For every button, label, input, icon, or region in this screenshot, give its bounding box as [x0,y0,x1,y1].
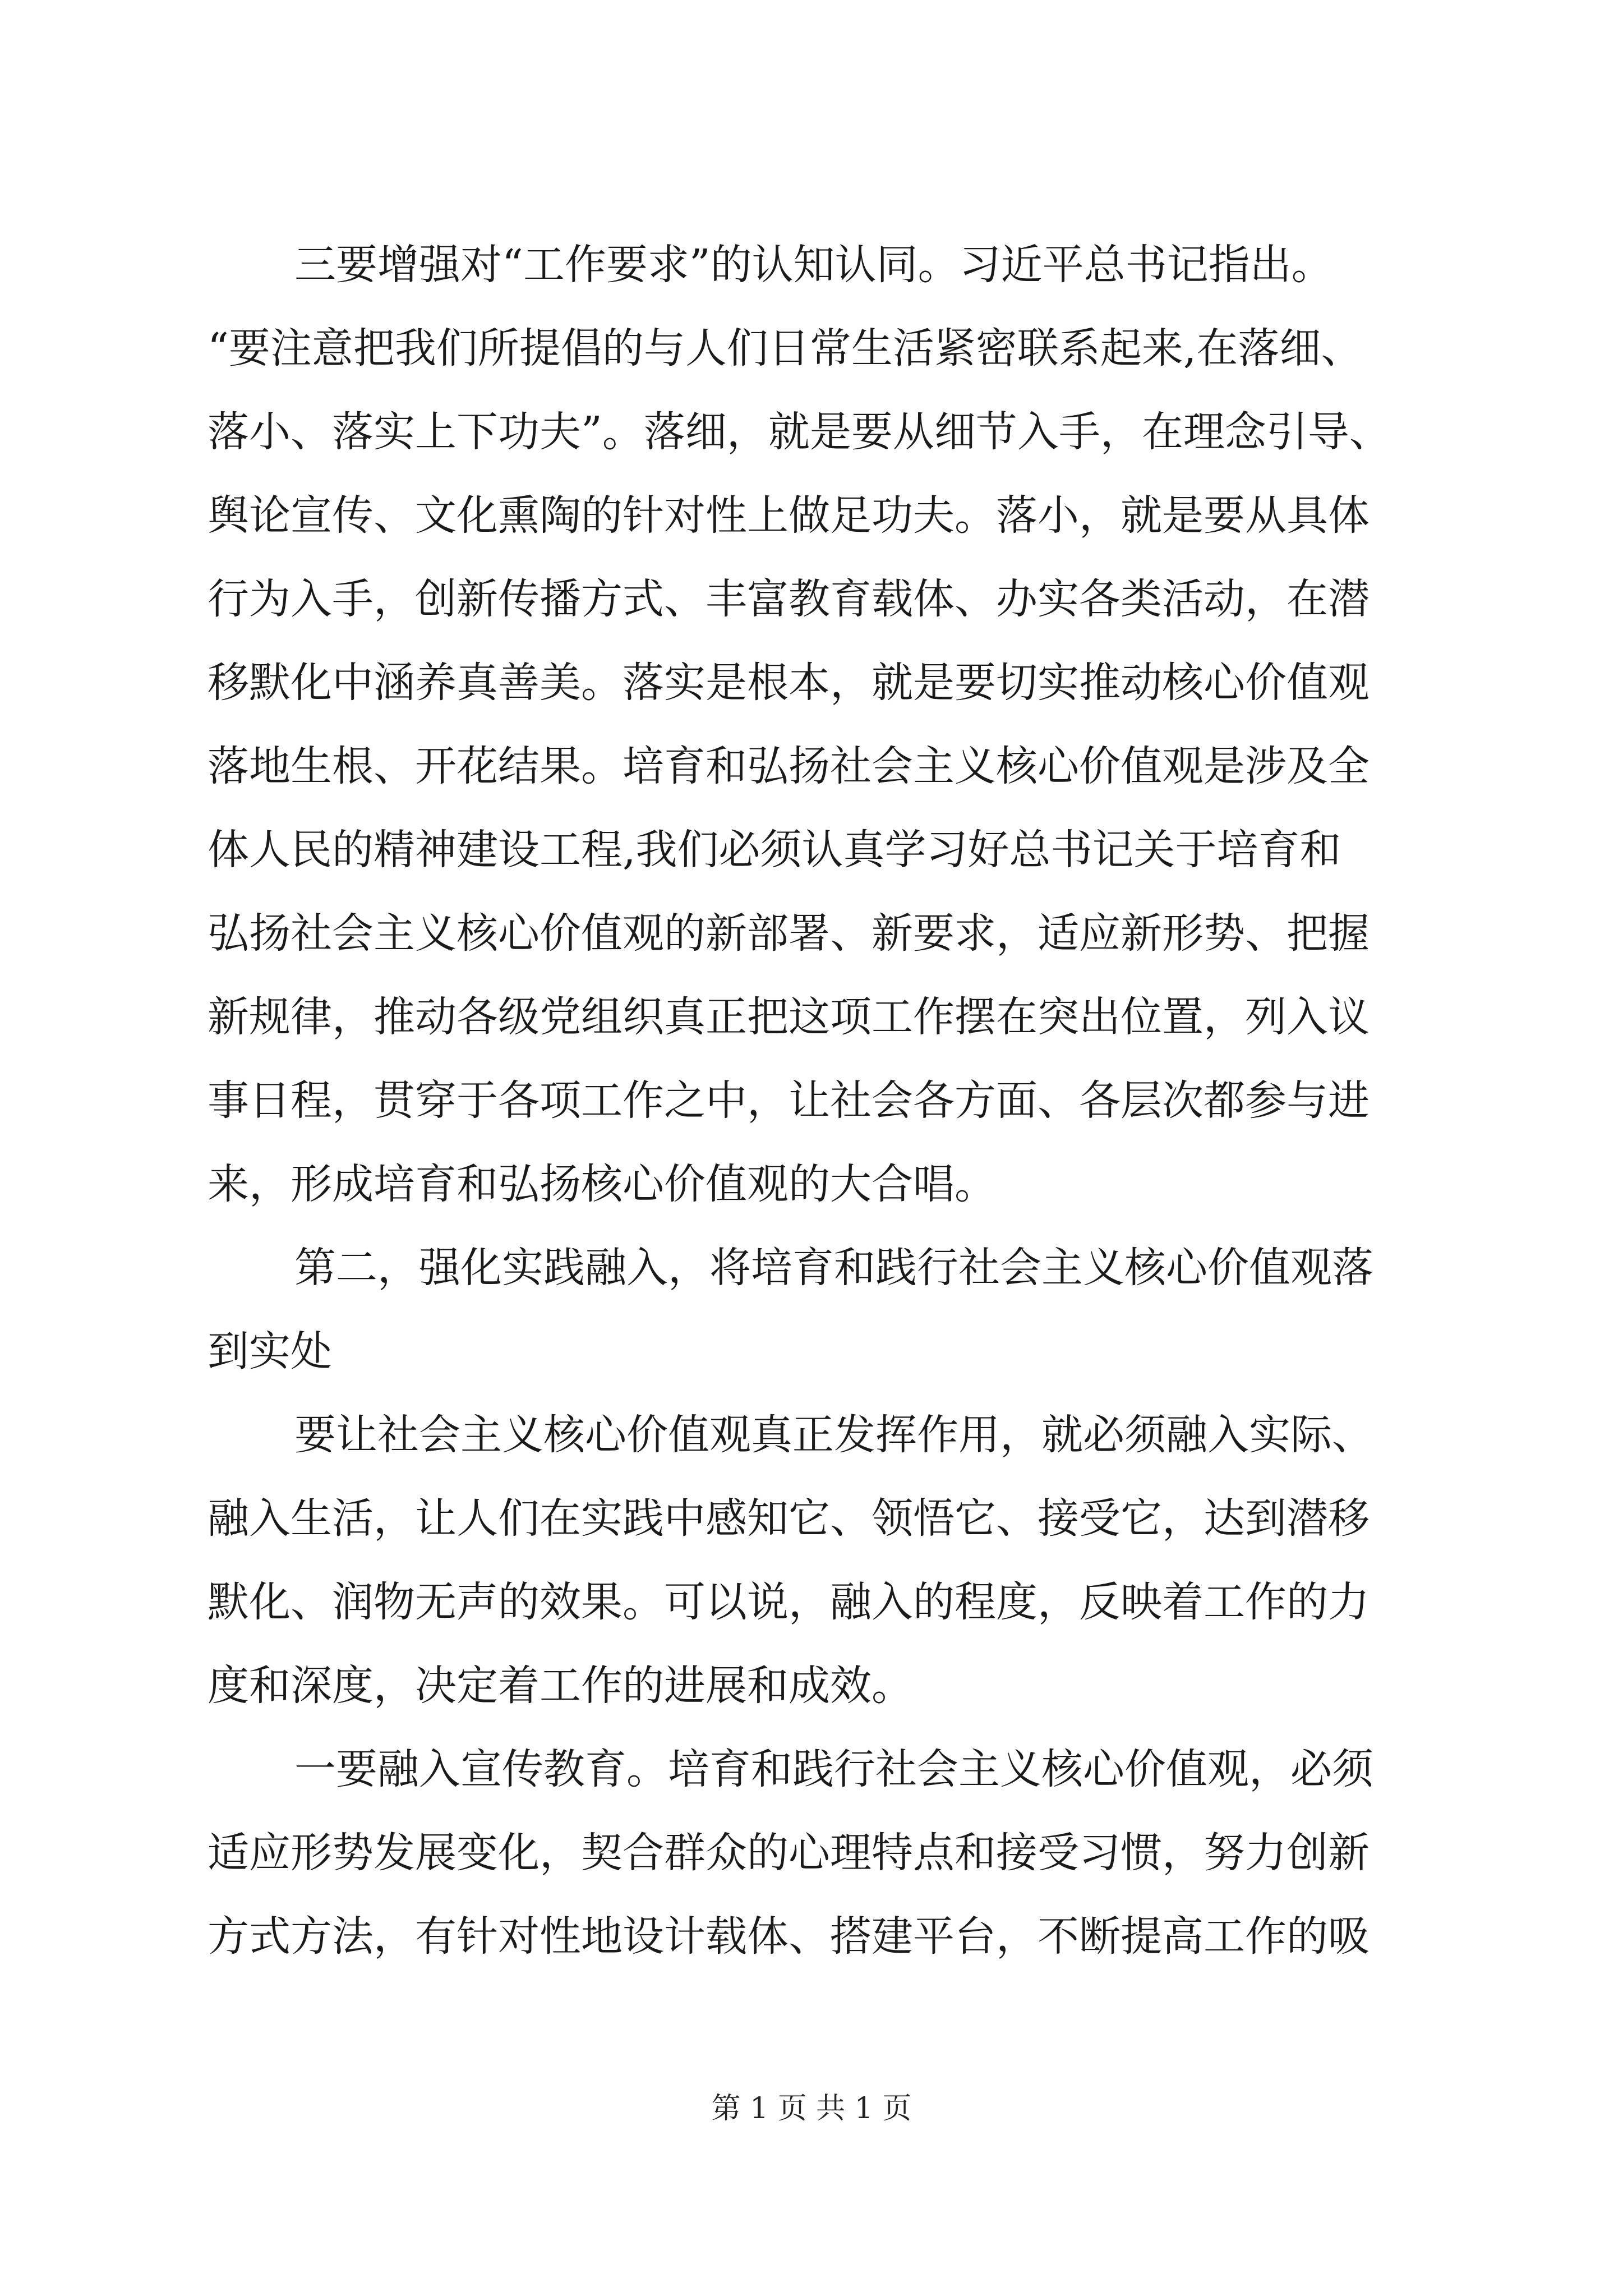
section-heading-line: 第二，强化实践融入，将培育和践行社会主义核心价值观落 [294,1244,1373,1292]
paragraph-line: 三要增强对“工作要求”的认知认同。习近平总书记指出。 [294,241,1333,289]
page-footer [0,2089,1623,2128]
paragraph-line: 落地生根、开花结果。培育和弘扬社会主义核心价值观是涉及全 [208,742,1370,790]
paragraph-line: 体人民的精神建设工程,我们必须认真学习好总书记关于培育和 [208,826,1341,874]
paragraph-line: 来，形成培育和弘扬核心价值观的大合唱。 [208,1160,996,1208]
paragraph-line: 方式方法，有针对性地设计载体、搭建平台，不断提高工作的吸 [208,1912,1370,1961]
document-body [208,223,1415,1978]
paragraph-line: 新规律，推动各级党组织真正把这项工作摆在突出位置，列入议 [208,993,1370,1041]
paragraph-line: 行为入手，创新传播方式、丰富教育载体、办实各类活动，在潜 [208,575,1370,623]
section-heading-line: 到实处 [208,1327,332,1375]
paragraph-line: 融入生活，让人们在实践中感知它、领悟它、接受它，达到潜移 [208,1494,1370,1543]
paragraph-line: “要注意把我们所提倡的与人们日常生活紧密联系起来,在落细、 [208,324,1363,372]
paragraph-line: 要让社会主义核心价值观真正发挥作用，就必须融入实际、 [294,1411,1373,1459]
paragraph-line: 舆论宣传、文化熏陶的针对性上做足功夫。落小，就是要从具体 [208,491,1370,540]
page-number-label: 第 1 页 共 1 页 [711,2092,912,2125]
paragraph-line: 移默化中涵养真善美。落实是根本，就是要切实推动核心价值观 [208,659,1370,707]
paragraph-line: 度和深度，决定着工作的进展和成效。 [208,1662,913,1710]
paragraph-line: 落小、落实上下功夫”。落细，就是要从细节入手，在理念引导、 [208,408,1391,456]
paragraph-line: 适应形势发展变化，契合群众的心理特点和接受习惯，努力创新 [208,1829,1370,1877]
paragraph-line: 一要融入宣传教育。培育和践行社会主义核心价值观，必须 [294,1745,1373,1793]
paragraph-line: 弘扬社会主义核心价值观的新部署、新要求，适应新形势、把握 [208,909,1370,958]
paragraph-line: 事日程，贯穿于各项工作之中，让社会各方面、各层次都参与进 [208,1076,1370,1125]
paragraph-line: 默化、润物无声的效果。可以说，融入的程度，反映着工作的力 [208,1578,1370,1626]
